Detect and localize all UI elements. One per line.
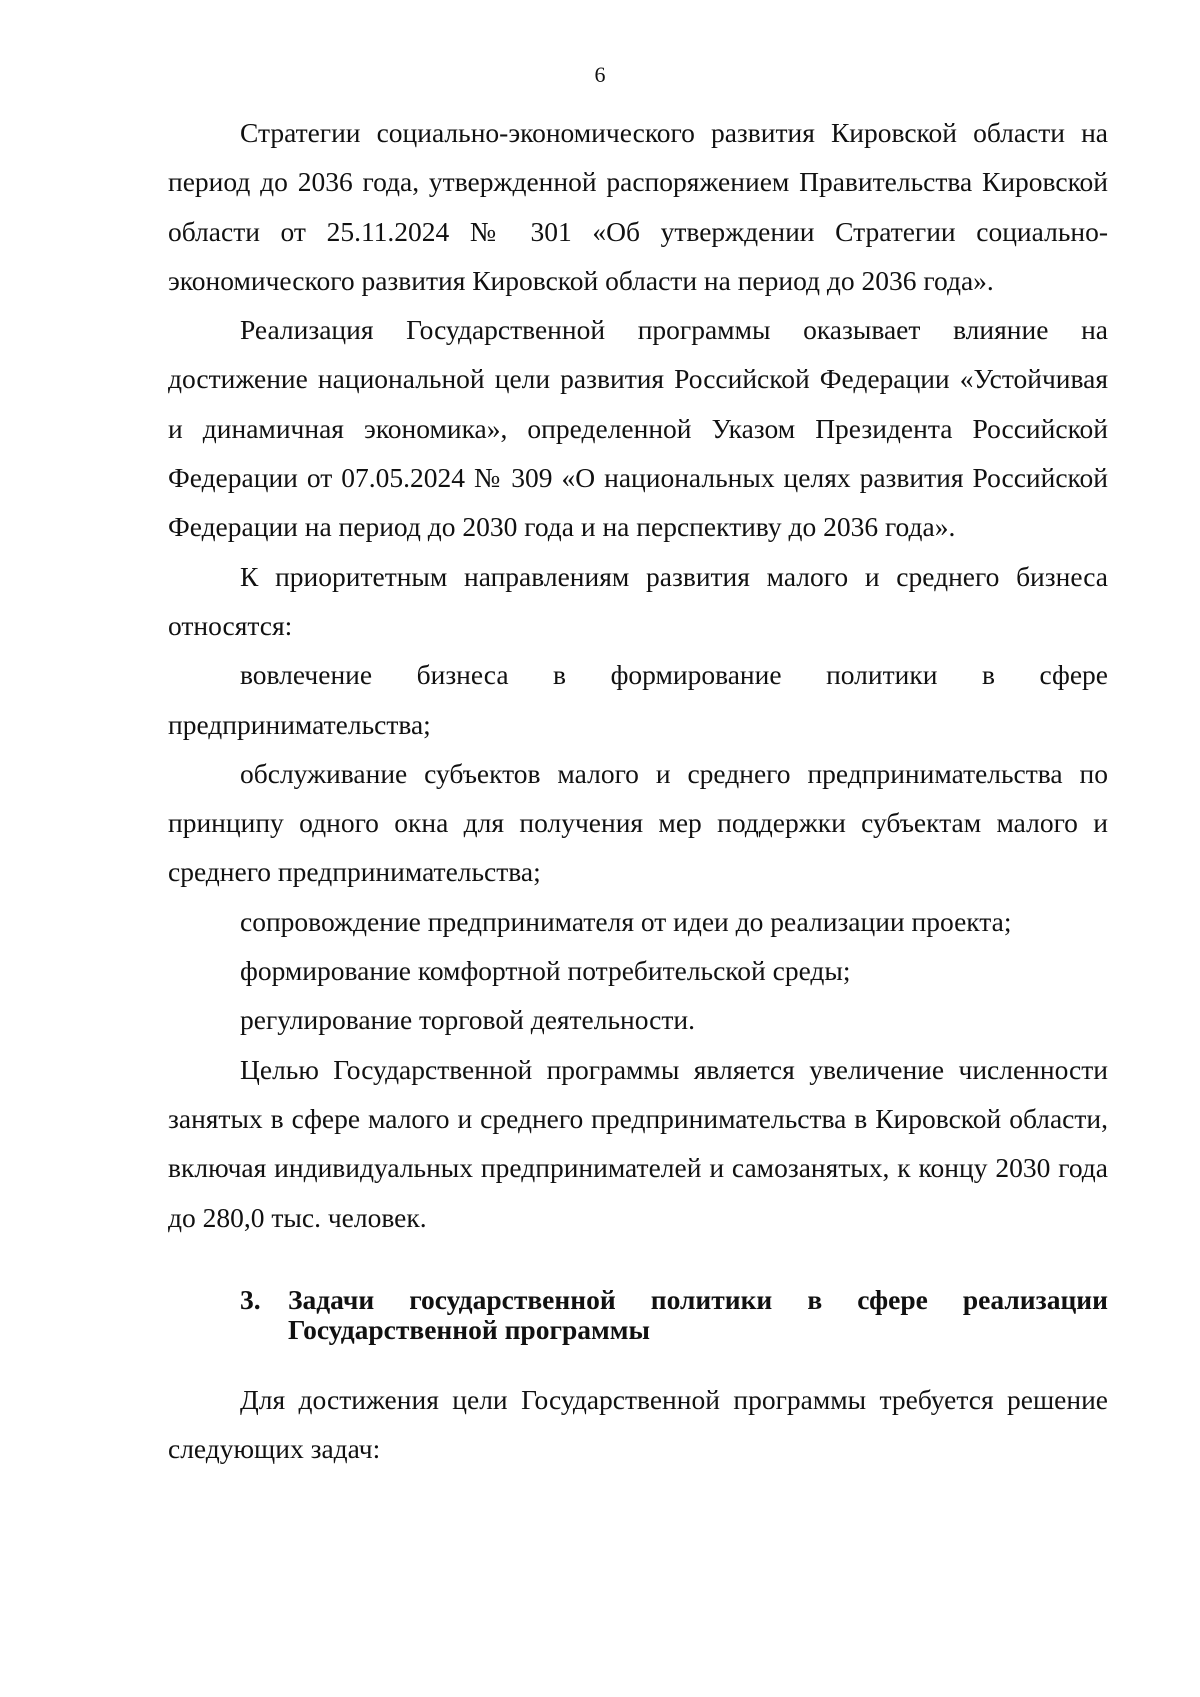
section-number: 3. [240,1283,261,1315]
page-number: 6 [594,62,606,87]
document-body [168,108,1108,1473]
list-item: обслуживание субъектов малого и среднего предпринимательства по принципу одного окна для получения мер поддержки субъектам малого и среднего предпринимательства; [168,757,1108,888]
list-item: формирование комфортной потребительской среды; [240,955,851,987]
list-item: вовлечение бизнеса в формирование политики в сфере предпринимательства; [168,659,1108,740]
list-item: регулирование торговой деятельности. [240,1004,695,1036]
paragraph: Для достижения цели Государственной программы требуется решение следующих задач: [168,1383,1108,1465]
section-title-line: Государственной программы [288,1313,650,1345]
section-title [288,1285,1108,1345]
paragraph: Реализация Государственной программы оказывает влияние на достижение национальной цели развития Российской Федерации «Устойчивая и динамичная экономика», определенной Указом Президента Российской Федерации от 07.05.2024 № 309 «О национальных целях развития Российской Федерации на период до 2030 года и на перспективу до 2036 года». [168,314,1108,543]
section-heading [168,1285,1108,1345]
paragraph: Стратегии социально-экономического развития Кировской области на период до 2036 года, утвержденной распоряжением Правительства Кировской области от 25.11.2024 № 301 «Об утверждении Стратегии социально-экономического развития Кировской области на период до 2036 года». [168,117,1108,296]
paragraph: К приоритетным направлениям развития малого и среднего бизнеса относятся: [168,560,1108,641]
list-item: сопровождение предпринимателя от идеи до реализации проекта; [240,905,1012,937]
paragraph: Целью Государственной программы является увеличение численности занятых в сфере малого и среднего предпринимательства в Кировской области, включая индивидуальных предпринимателей и самозанятых, к концу 2030 года до 280,0 тыс. человек. [168,1053,1108,1233]
section-title-line: Задачи государственной политики в сфере реализации [288,1283,1108,1315]
